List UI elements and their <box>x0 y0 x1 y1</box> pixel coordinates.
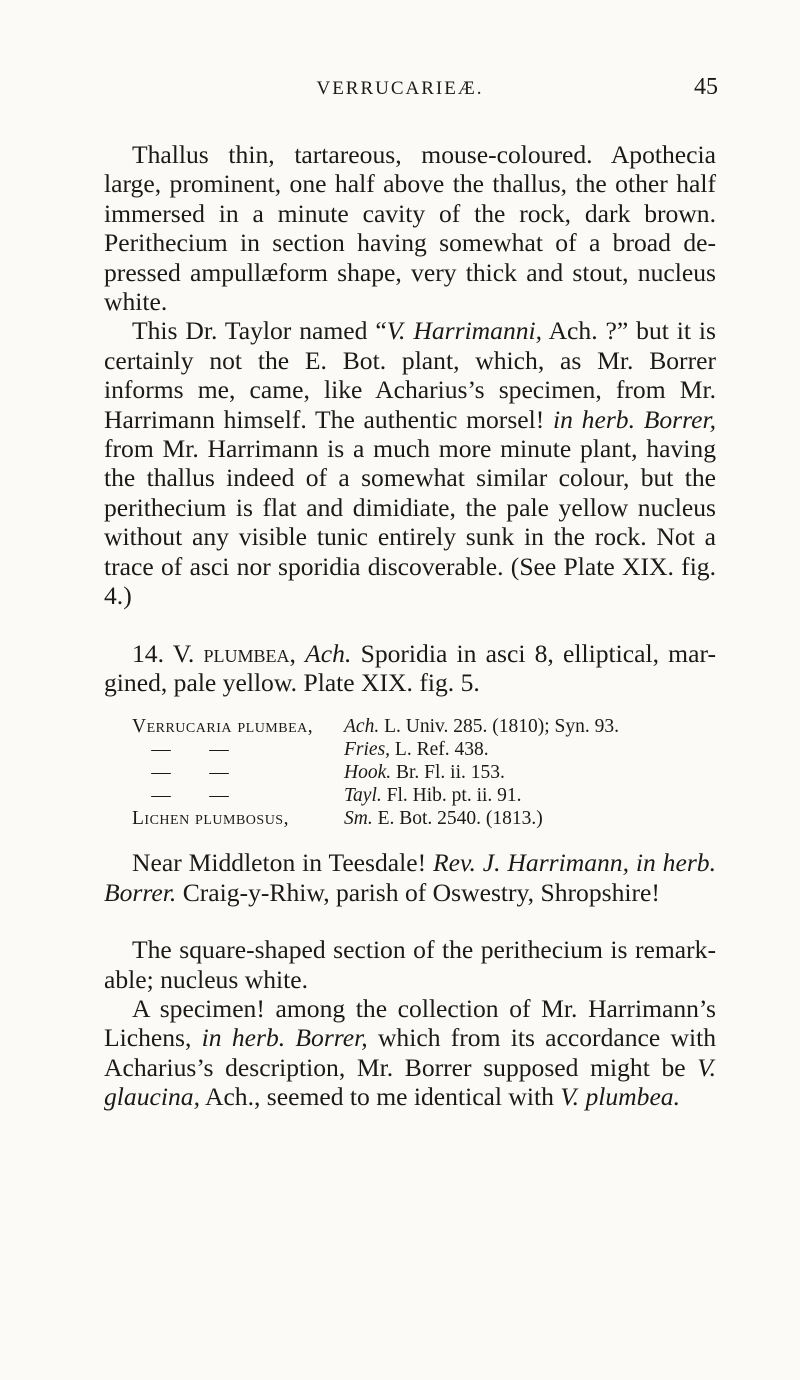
species-number: 14. V. <box>132 638 204 668</box>
text-run: which from its accordance with Acharius’s description, Mr. Borrer supposed might be <box>104 1023 716 1082</box>
paragraph-localities <box>104 848 716 907</box>
running-title: VERRUCARIEÆ. <box>316 78 484 99</box>
species-name: V. plumbea. <box>560 1082 680 1112</box>
ditto-marks: — — <box>151 762 229 784</box>
paragraph-specimen-note <box>104 994 716 1112</box>
paragraph-description <box>104 140 716 316</box>
text-run: from Mr. Harrimann is a much more minute plant, having the thallus indeed of a somewhat similar colour, but the perithecium is flat and dimidiate, the pale yellow nucleus without any visible tunic entirely sunk in the rock. Not a trace of asci nor sporidia discoverable. (See Plate XIX. fig. 4.) <box>104 434 716 611</box>
text-run: Thallus thin, tartareous, mouse-coloured. Apothecia large, prominent, one half above the thallus, the other half immersed in a minute cavity of the rock, dark brown. Perithecium in section having somewhat of a broad de-pressed ampullæform shape, very thick and stout, nucleus white. <box>104 140 716 317</box>
synonym-row <box>132 761 716 784</box>
collector-reference: Rev. J. Harrimann, in herb. Borrer. <box>104 848 716 907</box>
synonymy-list <box>104 715 716 830</box>
text-run: Ach. ?” but it is certainly not the E. Bot. plant, which, as Mr. Borrer informs me, came, like Acharius’s specimen, from Mr. Harrimann himself. The authentic morsel! <box>104 316 716 434</box>
synonym-author: Fries, <box>344 739 391 761</box>
synonym-row <box>132 738 716 761</box>
text-run: This Dr. Taylor named “ <box>132 316 387 346</box>
synonym-author: Ach. <box>344 716 380 738</box>
text-run: Near Middleton in Teesdale! <box>132 848 434 878</box>
paragraph-taylor-note <box>104 316 716 610</box>
synonym-reference: L. Ref. 438. <box>390 739 489 761</box>
paragraph-section-note <box>104 935 716 994</box>
synonym-row <box>132 784 716 807</box>
synonym-author: Sm. <box>344 808 373 830</box>
synonym-reference: E. Bot. 2540. (1813.) <box>372 808 543 830</box>
text-run: The square-shaped section of the perithecium is remark-able; nucleus white. <box>104 935 716 994</box>
synonym-genus: Verrucaria plumbea, <box>132 716 314 738</box>
synonym-genus: Lichen plumbosus, <box>132 808 289 830</box>
text-run: Sporidia in asci 8, elliptical, mar-gined, pale yellow. Plate XIX. fig. 5. <box>104 638 716 697</box>
text-run: Craig-y-Rhiw, parish of Oswestry, Shropshire! <box>176 877 660 907</box>
page-number: 45 <box>694 74 718 100</box>
paragraph-species-entry <box>104 639 716 698</box>
synonym-author: Hook. <box>344 762 392 784</box>
synonym-reference: Br. Fl. ii. 153. <box>391 762 505 784</box>
text-run: Ach., seemed to me identical with <box>199 1082 561 1112</box>
species-name: V. Harrimanni, <box>386 316 543 346</box>
synonym-reference: L. Univ. 285. (1810); Syn. 93. <box>379 716 619 738</box>
body-text <box>104 140 716 1112</box>
herbarium-reference: in herb. Borrer, <box>201 1023 368 1053</box>
ditto-marks: — — <box>151 785 229 807</box>
running-head <box>0 74 800 114</box>
synonym-row <box>132 807 716 830</box>
synonym-row <box>132 715 716 738</box>
ditto-marks: — — <box>151 739 229 761</box>
synonym-reference: Fl. Hib. pt. ii. 91. <box>381 785 522 807</box>
species-epithet: plumbea, <box>203 638 296 668</box>
species-author: Ach. <box>305 638 352 668</box>
herbarium-reference: in herb. Borrer, <box>553 404 716 434</box>
synonym-author: Tayl. <box>344 785 382 807</box>
text-run: A specimen! among the collection of Mr. Harrimann’s Lichens, <box>104 993 716 1053</box>
species-name: V. glaucina, <box>104 1052 716 1112</box>
